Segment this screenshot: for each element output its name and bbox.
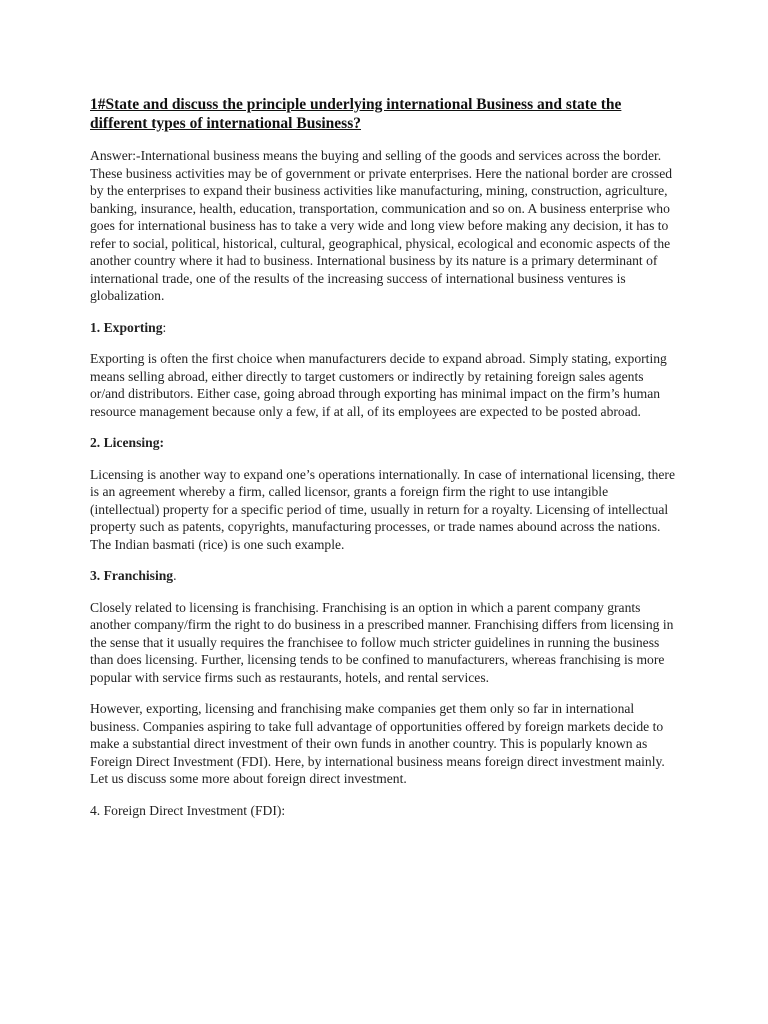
- section-heading-fdi-label: 4. Foreign Direct Investment (FDI):: [90, 802, 286, 818]
- section-heading-exporting-label: 1. Exporting: [90, 319, 163, 335]
- section-heading-franchising-label: 3. Franchising: [90, 568, 174, 583]
- section-heading-fdi: [90, 802, 680, 820]
- section-heading-licensing-label: 2. Licensing:: [90, 435, 165, 450]
- question-title: 1#State and discuss the principle underlying international Business and state the different types of international Business?: [90, 96, 622, 132]
- section-heading-franchising-suffix: .: [173, 568, 177, 583]
- section-heading-exporting-suffix: :: [162, 319, 167, 335]
- document-page: [90, 95, 680, 833]
- section-body-franchising: Closely related to licensing is franchising. Franchising is an option in which a parent company grants another company/firm the right to do business in a prescribed manner. Franchising differs from licensing in the sense that it usually requires the franchisee to follow much stricter guidelines in running the business than does licensing. Further, licensing tends to be confined to manufacturers, whereas franchising is more popular with service firms such as restaurants, hotels, and rental services.: [90, 599, 674, 685]
- section-heading-exporting: [90, 319, 680, 337]
- closing-paragraph: However, exporting, licensing and franchising make companies get them only so far in international business. Companies aspiring to take full advantage of opportunities offered by foreign markets decide to make a substantial direct investment of their own funds in another country. This is popularly known as Foreign Direct Investment (FDI). Here, by international business means foreign direct investment mainly. Let us discuss some more about foreign direct investment.: [90, 701, 665, 786]
- section-body-licensing: Licensing is another way to expand one’s operations internationally. In case of international licensing, there is an agreement whereby a firm, called licensor, grants a foreign firm the right to use intangible (intellectual) property for a specific period of time, usually in return for a royalty. Licensing of intellectual property such as patents, copyrights, manufacturing processes, or trade names abound across the nations. The Indian basmati (rice) is one such example.: [90, 466, 675, 552]
- answer-paragraph: Answer:-International business means the buying and selling of the goods and services across the border. These business activities may be of government or private enterprises. Here the national border are crossed by the enterprises to expand their business activities like manufacturing, mining, construction, agriculture, banking, insurance, health, education, transportation, communication and so on. A business enterprise who goes for international business has to take a very wide and long view before making any decision, it has to refer to social, political, historical, cultural, geographical, physical, ecological and economic aspects of the another country where it had to business. International business by its nature is a primary determinant of international trade, one of the results of the increasing success of international business ventures is globalization.: [90, 148, 673, 303]
- section-heading-licensing: [90, 434, 680, 452]
- section-heading-franchising: [90, 567, 680, 585]
- section-body-exporting: Exporting is often the first choice when manufacturers decide to expand abroad. Simply stating, exporting means selling abroad, either directly to target customers or indirectly by retaining foreign sales agents or/and distributors. Either case, going abroad through exporting has minimal impact on the firm’s human resource management because only a few, if at all, of its employees are expected to be posted abroad.: [90, 351, 667, 419]
